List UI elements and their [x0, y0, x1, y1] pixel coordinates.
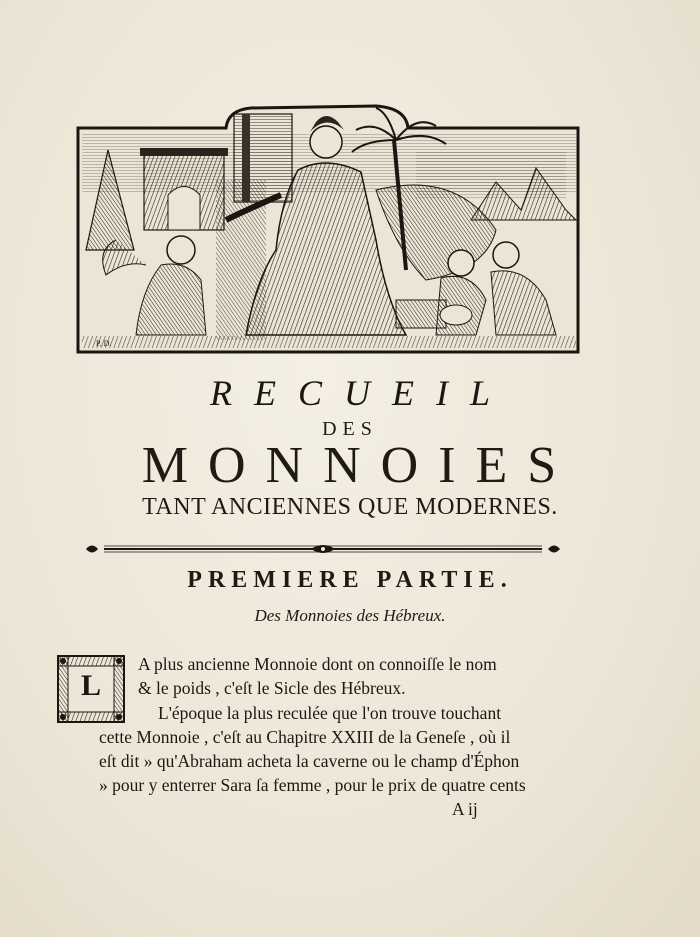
body-line-5: eſt dit » qu'Abraham acheta la caverne ou le champ d'Éphon	[99, 751, 520, 771]
engraver-signature: P. D.	[96, 339, 112, 348]
part-subtitle: Des Monnoies des Hébreux.	[254, 606, 446, 625]
part-title: PREMIERE PARTIE.	[187, 567, 513, 593]
body-line-4: cette Monnoie , c'eſt au Chapitre XXIII de la Geneſe , où il	[99, 727, 511, 747]
body-line-2: & le poids , c'eſt le Sicle des Hébreux.	[138, 678, 406, 698]
body-line-3: L'époque la plus reculée que l'on trouve touchant	[158, 703, 502, 723]
woodcut-vignette	[76, 100, 581, 354]
drop-cap-letter: L	[80, 669, 101, 702]
drop-cap-ornament	[57, 655, 125, 723]
title-recueil: RECUEIL	[210, 373, 512, 413]
title-des: DES	[322, 418, 378, 440]
signature-mark: A ij	[452, 799, 478, 819]
body-line-1: A plus ancienne Monnoie dont on connoiſſe le nom	[138, 654, 497, 674]
vignette-illustration	[76, 100, 581, 354]
title-monnoies: MONNOIES	[141, 437, 577, 494]
title-subtitle: TANT ANCIENNES QUE MODERNES.	[142, 494, 558, 520]
ornamental-rule	[86, 541, 560, 555]
body-line-6: » pour y enterrer Sara ſa femme , pour le prix de quatre cents	[99, 775, 526, 795]
